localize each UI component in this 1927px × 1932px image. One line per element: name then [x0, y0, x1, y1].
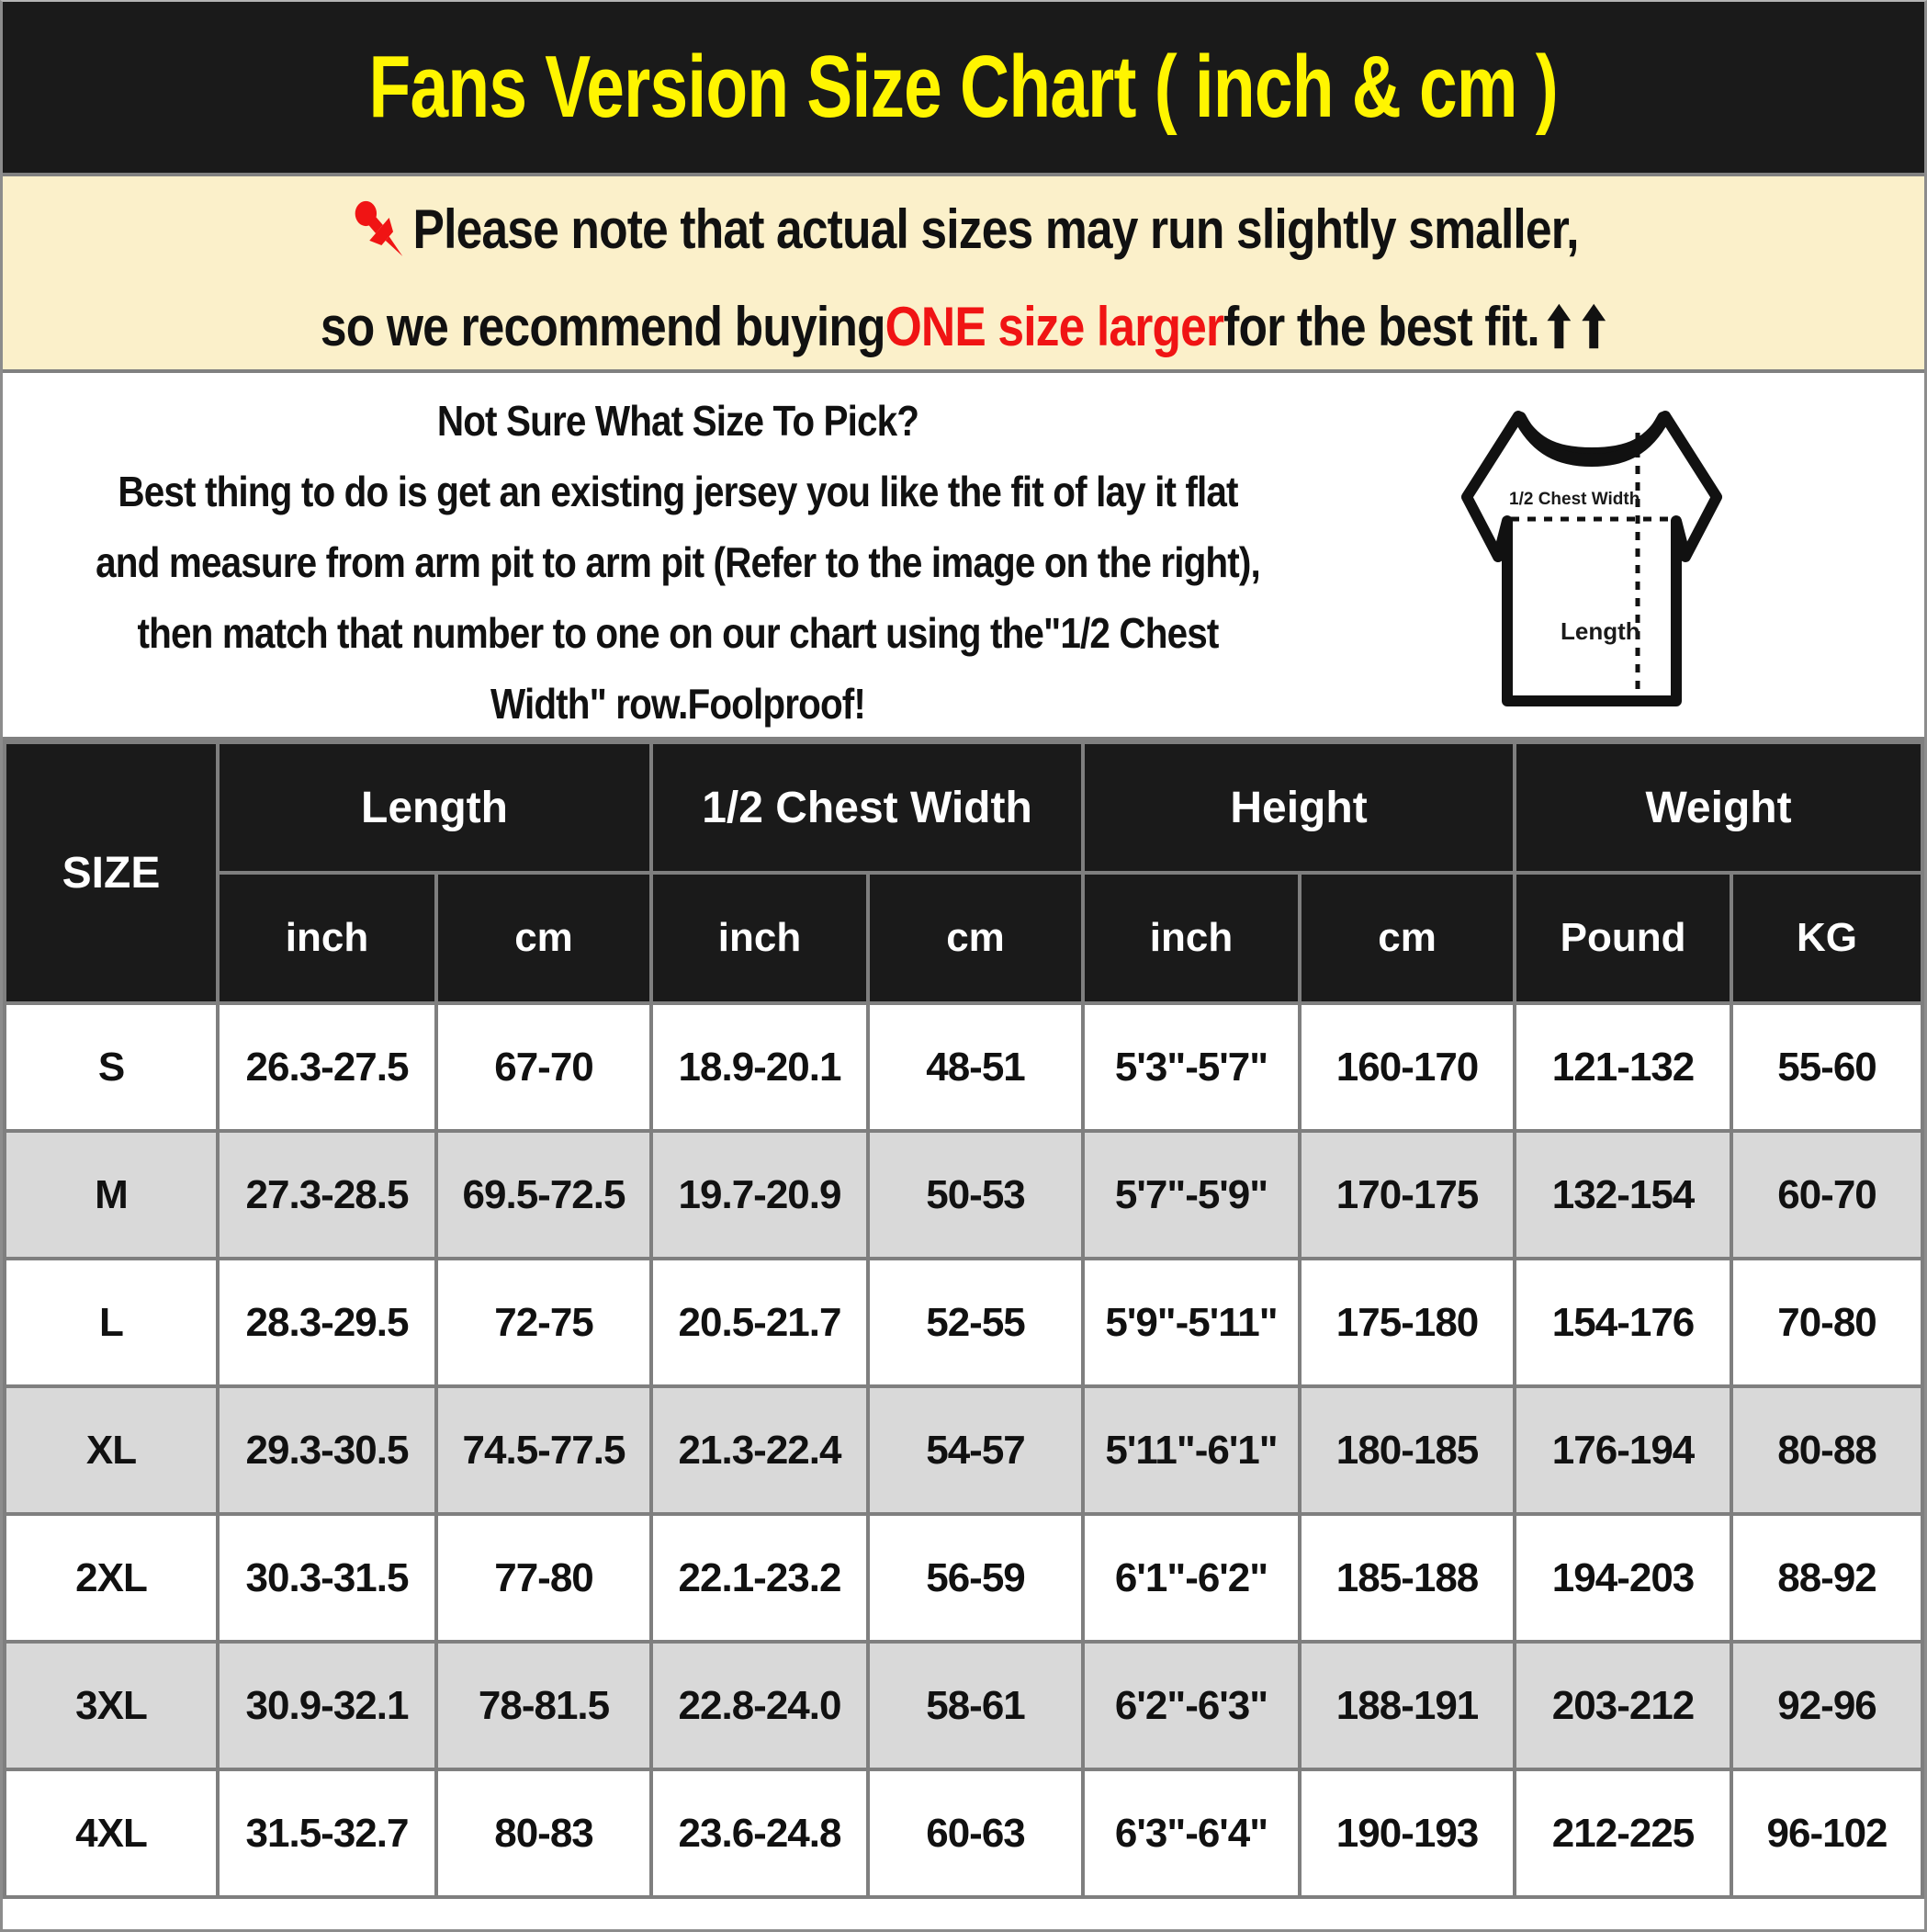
table-row [5, 1642, 1922, 1769]
table-cell: 19.7-20.9 [651, 1131, 868, 1259]
table-row [5, 1131, 1922, 1259]
table-cell: 160-170 [1300, 1003, 1515, 1131]
table-cell: 88-92 [1731, 1514, 1922, 1642]
guide-line-4: Width" row.Foolproof! [490, 680, 866, 728]
table-cell: 20.5-21.7 [651, 1259, 868, 1386]
notice-line-1 [348, 188, 1579, 271]
size-table-header [5, 742, 1922, 1003]
table-cell: 78-81.5 [436, 1642, 651, 1769]
table-cell: 72-75 [436, 1259, 651, 1386]
guide-line-1: Best thing to do is get an existing jersey you like the fit of lay it flat [118, 468, 1238, 515]
page-title: Fans Version Size Chart ( inch & cm ) [368, 38, 1559, 136]
table-cell: 22.8-24.0 [651, 1642, 868, 1769]
tshirt-icon [1454, 402, 1730, 711]
subheader-weight-pound: Pound [1515, 873, 1731, 1003]
subheader-chest-inch: inch [651, 873, 868, 1003]
guide-heading: Not Sure What Size To Pick? [436, 397, 919, 445]
subheader-height-inch: inch [1083, 873, 1300, 1003]
table-cell: 176-194 [1515, 1386, 1731, 1514]
notice-line-2 [321, 295, 1606, 358]
table-cell: 92-96 [1731, 1642, 1922, 1769]
subheader-chest-cm: cm [868, 873, 1083, 1003]
table-cell: 70-80 [1731, 1259, 1922, 1386]
table-cell: 6'2"-6'3" [1083, 1642, 1300, 1769]
table-cell: 21.3-22.4 [651, 1386, 868, 1514]
table-cell: 180-185 [1300, 1386, 1515, 1514]
pushpin-icon [348, 188, 411, 271]
table-cell: 28.3-29.5 [218, 1259, 436, 1386]
table-cell: 22.1-23.2 [651, 1514, 868, 1642]
group-header-chest-width: 1/2 Chest Width [651, 742, 1083, 873]
table-cell: 54-57 [868, 1386, 1083, 1514]
title-bar [3, 2, 1924, 176]
guide-line-2: and measure from arm pit to arm pit (Refer to the image on the right), [96, 538, 1260, 586]
up-arrow-icon [1583, 302, 1606, 350]
table-cell: 58-61 [868, 1642, 1083, 1769]
table-cell: 60-63 [868, 1769, 1083, 1897]
group-header-length: Length [218, 742, 651, 873]
table-cell: 5'7"-5'9" [1083, 1131, 1300, 1259]
table-cell: 69.5-72.5 [436, 1131, 651, 1259]
table-cell: 80-88 [1731, 1386, 1922, 1514]
table-cell: 6'1"-6'2" [1083, 1514, 1300, 1642]
table-cell: 6'3"-6'4" [1083, 1769, 1300, 1897]
table-cell: 30.3-31.5 [218, 1514, 436, 1642]
table-cell: 67-70 [436, 1003, 651, 1131]
subheader-weight-kg: KG [1731, 873, 1922, 1003]
notice-text-1: Please note that actual sizes may run slightly smaller, [412, 198, 1579, 260]
table-cell: 121-132 [1515, 1003, 1731, 1131]
table-cell: 18.9-20.1 [651, 1003, 868, 1131]
table-cell: 212-225 [1515, 1769, 1731, 1897]
size-cell: L [5, 1259, 218, 1386]
tshirt-chest-label: 1/2 Chest Width [1509, 490, 1640, 509]
table-cell: 50-53 [868, 1131, 1083, 1259]
guide-line-3: then match that number to one on our chart using the"1/2 Chest [137, 609, 1219, 657]
notice-highlight: ONE size larger [885, 295, 1224, 357]
table-cell: 56-59 [868, 1514, 1083, 1642]
guide-text [3, 386, 1353, 740]
notice-banner [3, 176, 1924, 373]
table-row [5, 1003, 1922, 1131]
tshirt-measure-diagram [1454, 402, 1730, 711]
table-cell: 74.5-77.5 [436, 1386, 651, 1514]
size-column-header: SIZE [5, 742, 218, 1003]
table-cell: 203-212 [1515, 1642, 1731, 1769]
table-row [5, 1386, 1922, 1514]
table-cell: 52-55 [868, 1259, 1083, 1386]
table-cell: 31.5-32.7 [218, 1769, 436, 1897]
table-cell: 26.3-27.5 [218, 1003, 436, 1131]
table-cell: 175-180 [1300, 1259, 1515, 1386]
size-cell: XL [5, 1386, 218, 1514]
table-cell: 5'9"-5'11" [1083, 1259, 1300, 1386]
tshirt-length-label: Length [1561, 617, 1640, 645]
size-cell: M [5, 1131, 218, 1259]
sizing-guide [3, 373, 1924, 740]
table-cell: 55-60 [1731, 1003, 1922, 1131]
notice-text-2a: so we recommend buying [321, 295, 886, 357]
table-cell: 30.9-32.1 [218, 1642, 436, 1769]
table-subheader-row [5, 873, 1922, 1003]
table-cell: 5'3"-5'7" [1083, 1003, 1300, 1131]
size-cell: S [5, 1003, 218, 1131]
table-cell: 27.3-28.5 [218, 1131, 436, 1259]
table-cell: 80-83 [436, 1769, 651, 1897]
size-table [3, 740, 1924, 1899]
notice-text-2b: for the best fit. [1223, 295, 1540, 357]
group-header-weight: Weight [1515, 742, 1922, 873]
size-cell: 4XL [5, 1769, 218, 1897]
table-cell: 60-70 [1731, 1131, 1922, 1259]
table-cell: 154-176 [1515, 1259, 1731, 1386]
size-cell: 3XL [5, 1642, 218, 1769]
table-cell: 170-175 [1300, 1131, 1515, 1259]
size-table-body [5, 1003, 1922, 1897]
table-cell: 23.6-24.8 [651, 1769, 868, 1897]
table-group-header-row [5, 742, 1922, 873]
subheader-length-cm: cm [436, 873, 651, 1003]
subheader-length-inch: inch [218, 873, 436, 1003]
table-row [5, 1514, 1922, 1642]
table-cell: 29.3-30.5 [218, 1386, 436, 1514]
table-cell: 96-102 [1731, 1769, 1922, 1897]
table-row [5, 1259, 1922, 1386]
size-cell: 2XL [5, 1514, 218, 1642]
up-arrow-icon [1548, 302, 1572, 350]
subheader-height-cm: cm [1300, 873, 1515, 1003]
table-row [5, 1769, 1922, 1897]
table-cell: 185-188 [1300, 1514, 1515, 1642]
table-cell: 5'11"-6'1" [1083, 1386, 1300, 1514]
table-cell: 77-80 [436, 1514, 651, 1642]
table-cell: 190-193 [1300, 1769, 1515, 1897]
table-cell: 132-154 [1515, 1131, 1731, 1259]
table-cell: 48-51 [868, 1003, 1083, 1131]
group-header-height: Height [1083, 742, 1515, 873]
table-cell: 194-203 [1515, 1514, 1731, 1642]
table-cell: 188-191 [1300, 1642, 1515, 1769]
